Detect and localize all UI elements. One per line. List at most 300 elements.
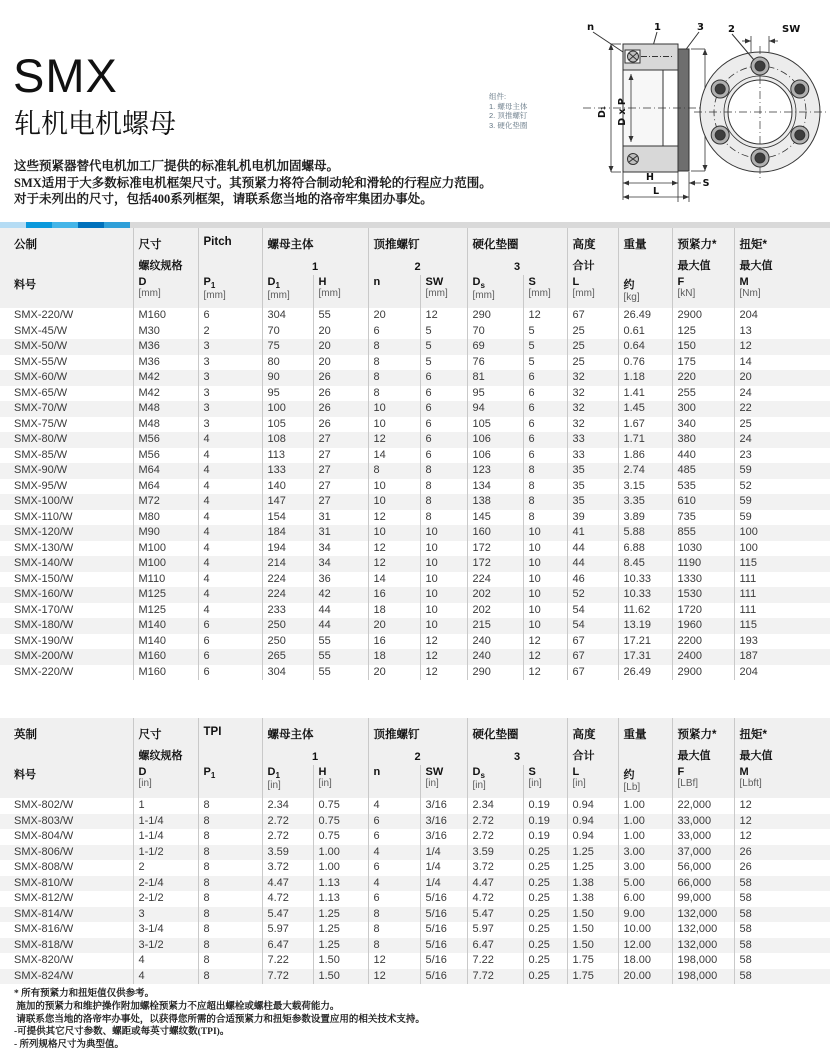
value-cell: 44: [313, 618, 368, 634]
value-cell: 2.72: [467, 814, 523, 830]
table-row: [0, 798, 830, 814]
value-cell: 2: [133, 860, 198, 876]
value-cell: 20: [734, 370, 830, 386]
value-cell: 1.13: [313, 876, 368, 892]
product-title: SMX: [13, 49, 118, 102]
value-cell: 26: [313, 386, 368, 402]
value-cell: 5: [420, 339, 467, 355]
column-subgroup-label: [618, 256, 672, 275]
column-symbol: $D_1$ [mm]: [262, 275, 313, 308]
metric-spec-table: [0, 228, 830, 680]
column-group-label: 扭矩*: [734, 718, 830, 746]
value-cell: 0.19: [523, 814, 567, 830]
value-cell: 10: [368, 479, 420, 495]
value-cell: 0.25: [523, 907, 567, 923]
value-cell: 380: [672, 432, 734, 448]
value-cell: 3: [198, 401, 262, 417]
value-cell: 265: [262, 649, 313, 665]
value-cell: 35: [567, 479, 618, 495]
legend-item: 2. 顶推螺钉: [489, 111, 528, 120]
column-subgroup-label: 最大值: [672, 746, 734, 765]
value-cell: 204: [734, 308, 830, 324]
column-subgroup-label: 最大值: [734, 746, 830, 765]
table-row: [0, 541, 830, 557]
value-cell: 12: [734, 339, 830, 355]
value-cell: 2.72: [262, 814, 313, 830]
value-cell: 4: [198, 587, 262, 603]
value-cell: 3/16: [420, 798, 467, 814]
value-cell: 133: [262, 463, 313, 479]
value-cell: 125: [672, 324, 734, 340]
table-row: [0, 814, 830, 830]
header-subgroup-row: [0, 256, 830, 275]
value-cell: 1.00: [618, 814, 672, 830]
value-cell: 304: [262, 665, 313, 681]
value-cell: 8: [420, 494, 467, 510]
value-cell: 6.88: [618, 541, 672, 557]
table-row: [0, 938, 830, 954]
value-cell: 0.76: [618, 355, 672, 371]
value-cell: 22: [734, 401, 830, 417]
value-cell: 8: [198, 938, 262, 954]
value-cell: 54: [567, 603, 618, 619]
value-cell: 6: [368, 324, 420, 340]
table-row: [0, 829, 830, 845]
value-cell: 4: [368, 798, 420, 814]
value-cell: M30: [133, 324, 198, 340]
value-cell: 31: [313, 510, 368, 526]
value-cell: 59: [734, 463, 830, 479]
value-cell: 0.75: [313, 798, 368, 814]
value-cell: 16: [368, 634, 420, 650]
value-cell: 111: [734, 572, 830, 588]
table-row: [0, 339, 830, 355]
column-subgroup-label: [618, 746, 672, 765]
value-cell: 2.72: [262, 829, 313, 845]
value-cell: 123: [467, 463, 523, 479]
column-unit: [in]: [318, 778, 332, 789]
value-cell: 35: [567, 463, 618, 479]
column-group-label: 高度: [567, 228, 618, 256]
value-cell: M36: [133, 355, 198, 371]
value-cell: 1.00: [618, 829, 672, 845]
value-cell: 67: [567, 308, 618, 324]
value-cell: 8: [420, 479, 467, 495]
value-cell: 3: [198, 339, 262, 355]
value-cell: 9.00: [618, 907, 672, 923]
value-cell: 111: [734, 603, 830, 619]
value-cell: 95: [262, 386, 313, 402]
value-cell: 0.25: [523, 860, 567, 876]
value-cell: 5/16: [420, 922, 467, 938]
value-cell: 0.25: [523, 922, 567, 938]
part-number-cell: SMX-220/W: [14, 309, 74, 321]
footnote-line: -可提供其它尺寸参数、螺距或每英寸螺纹数(TPI)。: [14, 1027, 230, 1038]
value-cell: 12: [523, 649, 567, 665]
value-cell: 1.25: [567, 860, 618, 876]
value-cell: 11.62: [618, 603, 672, 619]
value-cell: 300: [672, 401, 734, 417]
value-cell: 8: [523, 510, 567, 526]
value-cell: 6: [198, 308, 262, 324]
value-cell: 240: [467, 649, 523, 665]
value-cell: 8: [368, 386, 420, 402]
value-cell: 134: [467, 479, 523, 495]
value-cell: 0.94: [567, 829, 618, 845]
value-cell: 4: [198, 556, 262, 572]
value-cell: 67: [567, 649, 618, 665]
column-unit: [kg]: [623, 292, 640, 303]
value-cell: 67: [567, 665, 618, 681]
value-cell: 5: [523, 339, 567, 355]
header-subgroup-row: [0, 746, 830, 765]
part-number-cell: SMX-802/W: [14, 799, 74, 811]
column-group-label: 硬化垫圈: [467, 718, 567, 746]
value-cell: 255: [672, 386, 734, 402]
value-cell: M160: [133, 649, 198, 665]
value-cell: 5.00: [618, 876, 672, 892]
column-symbol: S [in]: [523, 765, 567, 798]
value-cell: 32: [567, 386, 618, 402]
value-cell: 44: [567, 541, 618, 557]
column-group-label: 重量: [618, 228, 672, 256]
value-cell: 1.13: [313, 891, 368, 907]
value-cell: 224: [262, 587, 313, 603]
value-cell: 14: [734, 355, 830, 371]
value-cell: 1/4: [420, 845, 467, 861]
column-symbol: H [mm]: [313, 275, 368, 308]
value-cell: 41: [567, 525, 618, 541]
value-cell: M64: [133, 463, 198, 479]
value-cell: 37,000: [672, 845, 734, 861]
table-row: [0, 634, 830, 650]
value-cell: 76: [467, 355, 523, 371]
value-cell: 6: [420, 432, 467, 448]
part-number-cell: SMX-130/W: [14, 541, 74, 554]
table-row: [0, 969, 830, 985]
description-line: SMX适用于大多数标准电机框架尺寸。其预紧力将符合制动轮和滑轮的行程应力范围。: [14, 175, 492, 190]
component-legend: [489, 92, 527, 130]
value-cell: 24: [734, 432, 830, 448]
column-group-label: Pitch: [198, 228, 262, 256]
column-symbol: M [Nm]: [734, 275, 830, 308]
value-cell: 0.94: [567, 798, 618, 814]
value-cell: 6: [368, 814, 420, 830]
value-cell: 132,000: [672, 907, 734, 923]
value-cell: 7.22: [467, 953, 523, 969]
value-cell: 340: [672, 417, 734, 433]
value-cell: 36: [313, 572, 368, 588]
column-group-label: 尺寸: [133, 718, 198, 746]
value-cell: 26: [734, 845, 830, 861]
value-cell: 140: [262, 479, 313, 495]
value-cell: 3.00: [618, 860, 672, 876]
column-group-label: 尺寸: [133, 228, 198, 256]
value-cell: 5/16: [420, 953, 467, 969]
column-subgroup-label: [198, 746, 262, 765]
dim-label-sw: SW: [782, 24, 801, 35]
column-symbol: F [kN]: [672, 275, 734, 308]
value-cell: 6: [198, 634, 262, 650]
value-cell: 1.75: [567, 969, 618, 985]
part-number-cell: SMX-80/W: [0, 432, 133, 448]
value-cell: 22,000: [672, 798, 734, 814]
column-unit: [in]: [425, 778, 439, 789]
column-symbol: n: [368, 275, 420, 308]
value-cell: 2.34: [262, 798, 313, 814]
value-cell: 8: [198, 798, 262, 814]
table-row: [0, 355, 830, 371]
value-cell: 5.47: [467, 907, 523, 923]
table-row: [0, 494, 830, 510]
part-number-cell: SMX-816/W: [14, 923, 74, 935]
value-cell: 18: [368, 649, 420, 665]
value-cell: 3.59: [262, 845, 313, 861]
value-cell: 6.00: [618, 891, 672, 907]
value-cell: 8.45: [618, 556, 672, 572]
value-cell: 10: [368, 494, 420, 510]
part-number-cell: SMX-55/W: [14, 355, 68, 368]
value-cell: 5.97: [262, 922, 313, 938]
value-cell: 4.72: [262, 891, 313, 907]
value-cell: 58: [734, 891, 830, 907]
value-cell: 2900: [672, 665, 734, 681]
value-cell: 8: [198, 860, 262, 876]
value-cell: 240: [467, 634, 523, 650]
value-cell: 1.25: [313, 938, 368, 954]
value-cell: 55: [313, 634, 368, 650]
value-cell: 485: [672, 463, 734, 479]
value-cell: 18: [368, 603, 420, 619]
value-cell: 5: [523, 355, 567, 371]
column-symbol: 约 [Lb]: [618, 765, 672, 798]
value-cell: 5/16: [420, 891, 467, 907]
value-cell: M48: [133, 417, 198, 433]
value-cell: 10: [523, 525, 567, 541]
header-symbol-row: [0, 275, 830, 308]
column-group-label: 预紧力*: [672, 718, 734, 746]
part-number-cell: SMX-75/W: [14, 417, 68, 430]
value-cell: 7.72: [467, 969, 523, 985]
value-cell: 10: [420, 525, 467, 541]
value-cell: 94: [467, 401, 523, 417]
value-cell: 250: [262, 618, 313, 634]
value-cell: 160: [467, 525, 523, 541]
value-cell: 42: [313, 587, 368, 603]
value-cell: 440: [672, 448, 734, 464]
column-symbol: M [Lbft]: [734, 765, 830, 798]
value-cell: 32: [567, 401, 618, 417]
value-cell: 25: [567, 324, 618, 340]
value-cell: 44: [567, 556, 618, 572]
value-cell: 25: [567, 339, 618, 355]
legend-item: 3. 硬化垫圈: [489, 120, 528, 130]
value-cell: 108: [262, 432, 313, 448]
legend-item: 1. 螺母主体: [489, 101, 528, 111]
dim-label-d1: D₁: [597, 105, 608, 119]
part-number-cell: SMX-65/W: [14, 386, 68, 399]
value-cell: 3-1/4: [133, 922, 198, 938]
value-cell: 3.89: [618, 510, 672, 526]
value-cell: 150: [672, 339, 734, 355]
column-symbol: SW [in]: [420, 765, 467, 798]
value-cell: 224: [262, 572, 313, 588]
table-row: [0, 401, 830, 417]
value-cell: 0.25: [523, 938, 567, 954]
value-cell: 75: [262, 339, 313, 355]
value-cell: 8: [198, 876, 262, 892]
value-cell: 1.50: [567, 938, 618, 954]
column-group-label: 重量: [618, 718, 672, 746]
value-cell: 13: [734, 324, 830, 340]
table-row: [0, 308, 830, 324]
column-unit: [in]: [138, 778, 152, 789]
dim-label-dxp: D x P: [617, 98, 628, 126]
value-cell: 1/4: [420, 876, 467, 892]
column-group-label: TPI: [198, 718, 262, 746]
part-number-cell: SMX-180/W: [0, 618, 133, 634]
value-cell: 1.00: [313, 845, 368, 861]
value-cell: 1/4: [420, 860, 467, 876]
part-number-cell: SMX-120/W: [0, 525, 133, 541]
value-cell: 1-1/4: [133, 814, 198, 830]
value-cell: M100: [133, 556, 198, 572]
table-row: [0, 370, 830, 386]
column-subgroup-label: 3: [467, 746, 567, 765]
value-cell: M160: [133, 665, 198, 681]
value-cell: 8: [198, 969, 262, 985]
table-row: [0, 618, 830, 634]
value-cell: 8: [368, 339, 420, 355]
value-cell: 1.67: [618, 417, 672, 433]
value-cell: 12: [368, 969, 420, 985]
value-cell: 12: [420, 634, 467, 650]
table-row: [0, 953, 830, 969]
value-cell: 105: [262, 417, 313, 433]
column-subgroup-label: [198, 256, 262, 275]
value-cell: 20.00: [618, 969, 672, 985]
column-subgroup-label: 1: [262, 746, 368, 765]
value-cell: 54: [567, 618, 618, 634]
value-cell: M48: [133, 401, 198, 417]
value-cell: 1190: [672, 556, 734, 572]
value-cell: 59: [734, 510, 830, 526]
value-cell: 3.35: [618, 494, 672, 510]
dim-label-n: n: [587, 22, 595, 33]
value-cell: 290: [467, 308, 523, 324]
dim-label-s: S: [702, 178, 710, 189]
value-cell: 10: [420, 556, 467, 572]
column-unit: [mm]: [572, 288, 595, 299]
column-subgroup-label: 3: [467, 256, 567, 275]
value-cell: 3.15: [618, 479, 672, 495]
value-cell: 34: [313, 556, 368, 572]
value-cell: 0.75: [313, 829, 368, 845]
value-cell: 1.71: [618, 432, 672, 448]
spacer: [0, 256, 133, 275]
value-cell: 6: [523, 417, 567, 433]
value-cell: 10: [420, 603, 467, 619]
value-cell: 184: [262, 525, 313, 541]
table-row: [0, 417, 830, 433]
value-cell: 6: [523, 386, 567, 402]
value-cell: M80: [133, 510, 198, 526]
column-subgroup-label: 2: [368, 256, 467, 275]
value-cell: 20: [368, 665, 420, 681]
value-cell: 16: [368, 587, 420, 603]
value-cell: 1.41: [618, 386, 672, 402]
value-cell: 610: [672, 494, 734, 510]
value-cell: 1960: [672, 618, 734, 634]
value-cell: 290: [467, 665, 523, 681]
value-cell: 70: [467, 324, 523, 340]
value-cell: 1.50: [567, 922, 618, 938]
column-unit: [in]: [572, 778, 586, 789]
column-symbol: $P_1$: [198, 765, 262, 798]
value-cell: 52: [734, 479, 830, 495]
value-cell: 8: [368, 907, 420, 923]
value-cell: 27: [313, 463, 368, 479]
value-cell: 8: [198, 953, 262, 969]
column-symbol: $P_1$ [mm]: [198, 275, 262, 308]
value-cell: 5/16: [420, 938, 467, 954]
value-cell: 5.47: [262, 907, 313, 923]
value-cell: 202: [467, 603, 523, 619]
value-cell: 2.72: [467, 829, 523, 845]
value-cell: 18.00: [618, 953, 672, 969]
column-unit: [374, 288, 420, 300]
value-cell: 8: [198, 829, 262, 845]
value-cell: 8: [368, 463, 420, 479]
value-cell: 132,000: [672, 922, 734, 938]
value-cell: 70: [262, 324, 313, 340]
value-cell: 32: [567, 370, 618, 386]
value-cell: 10: [368, 417, 420, 433]
value-cell: 194: [262, 541, 313, 557]
value-cell: 204: [734, 665, 830, 681]
column-group-label: 硬化垫圈: [467, 228, 567, 256]
value-cell: 10: [420, 541, 467, 557]
header-group-row: [0, 228, 830, 256]
value-cell: 1.50: [567, 907, 618, 923]
value-cell: 10: [523, 618, 567, 634]
value-cell: 58: [734, 922, 830, 938]
value-cell: 4: [198, 510, 262, 526]
part-number-cell: SMX-85/W: [14, 448, 68, 461]
table-row: [0, 448, 830, 464]
value-cell: 14: [368, 448, 420, 464]
value-cell: 6: [420, 370, 467, 386]
value-cell: 6: [523, 401, 567, 417]
value-cell: 12: [420, 308, 467, 324]
value-cell: 6: [198, 665, 262, 681]
part-number-cell: SMX-150/W: [14, 572, 74, 585]
value-cell: 8: [198, 814, 262, 830]
value-cell: 58: [734, 953, 830, 969]
value-cell: 23: [734, 448, 830, 464]
table-row: [0, 525, 830, 541]
value-cell: 12: [368, 541, 420, 557]
value-cell: 5/16: [420, 907, 467, 923]
value-cell: 10: [420, 587, 467, 603]
value-cell: M140: [133, 634, 198, 650]
value-cell: 26: [734, 860, 830, 876]
value-cell: 193: [734, 634, 830, 650]
value-cell: 12: [523, 308, 567, 324]
value-cell: 12: [734, 829, 830, 845]
column-subgroup-label: 螺纹规格: [133, 256, 198, 275]
value-cell: 58: [734, 907, 830, 923]
